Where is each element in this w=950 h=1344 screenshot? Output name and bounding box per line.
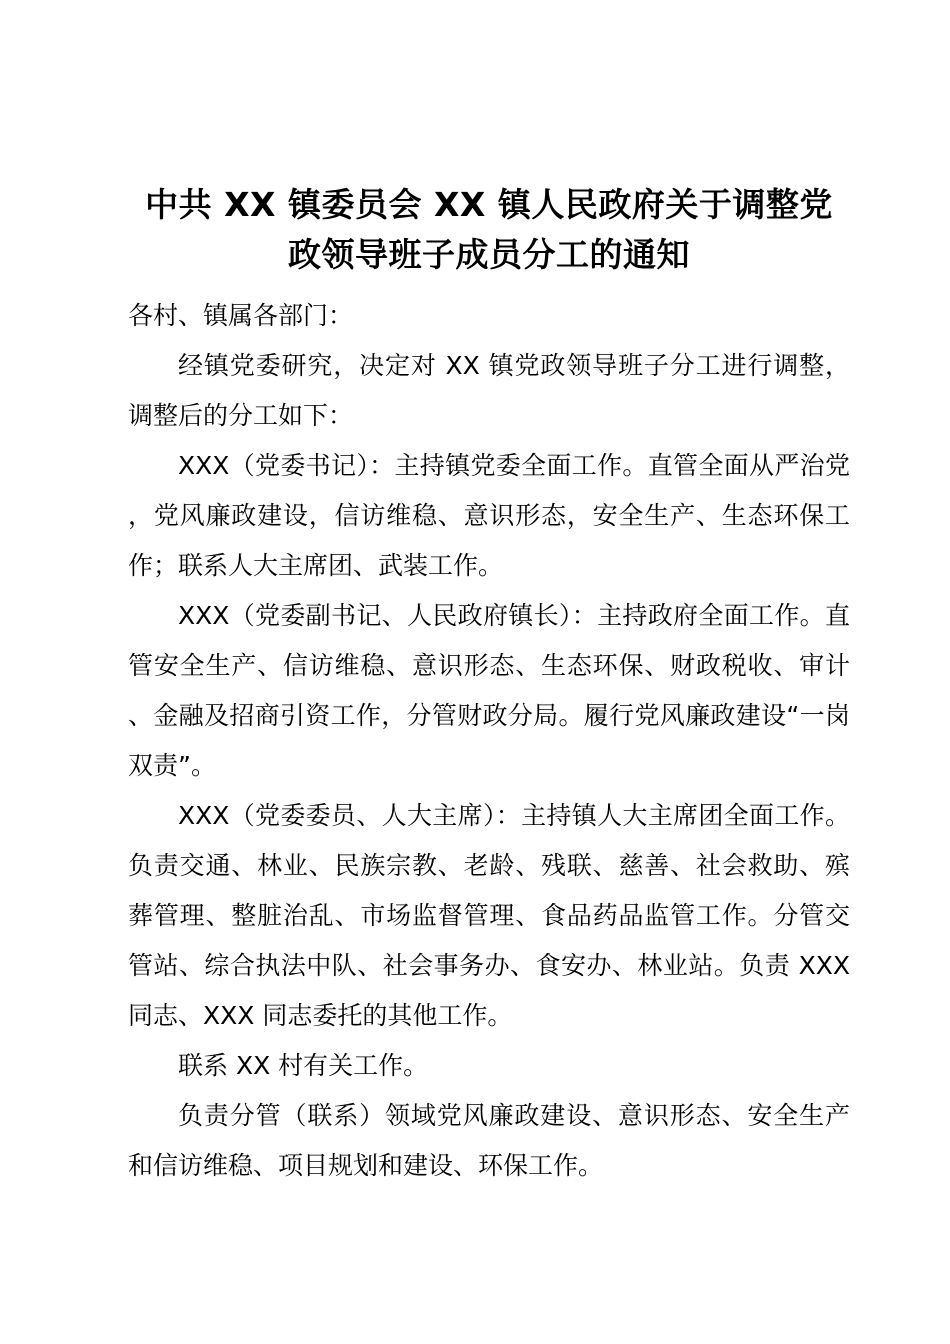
paragraph-decision: 经镇党委研究，决定对 XX 镇党政领导班子分工进行调整，调整后的分工如下：	[128, 351, 850, 430]
title-line-1: 中共 XX 镇委员会 XX 镇人民政府关于调整党	[145, 185, 833, 224]
paragraph-responsibilities: 负责分管（联系）领域党风廉政建设、意识形态、安全生产和信访维稳、项目规划和建设、环保工作。	[128, 1101, 850, 1180]
paragraph-npc-chair: XXX（党委委员、人大主席）：主持镇人大主席团全面工作。负责交通、林业、民族宗教、老龄、残联、慈善、社会救助、殡葬管理、整脏治乱、市场监督管理、食品药品监管工作。分管交管站、综合执法中队、社会事务办、食安办、林业站。负责 XXX 同志、XXX 同志委托的其他工作。	[128, 801, 850, 1030]
document-title	[128, 180, 850, 280]
salutation: 各村、镇属各部门：	[128, 301, 354, 330]
title-line-2: 政领导班子成员分工的通知	[288, 235, 690, 274]
paragraph-town-mayor: XXX（党委副书记、人民政府镇长）：主持政府全面工作。直管安全生产、信访维稳、意识形态、生态环保、财政税收、审计、金融及招商引资工作，分管财政分局。履行党风廉政建设“一岗双责”。	[128, 601, 850, 780]
notice-document	[128, 180, 850, 1191]
document-body	[128, 291, 850, 1191]
paragraph-village-liaison: 联系 XX 村有关工作。	[178, 1051, 429, 1080]
paragraph-party-secretary: XXX（党委书记）：主持镇党委全面工作。直管全面从严治党，党风廉政建设，信访维稳、意识形态，安全生产、生态环保工作；联系人大主席团、武装工作。	[128, 451, 850, 580]
